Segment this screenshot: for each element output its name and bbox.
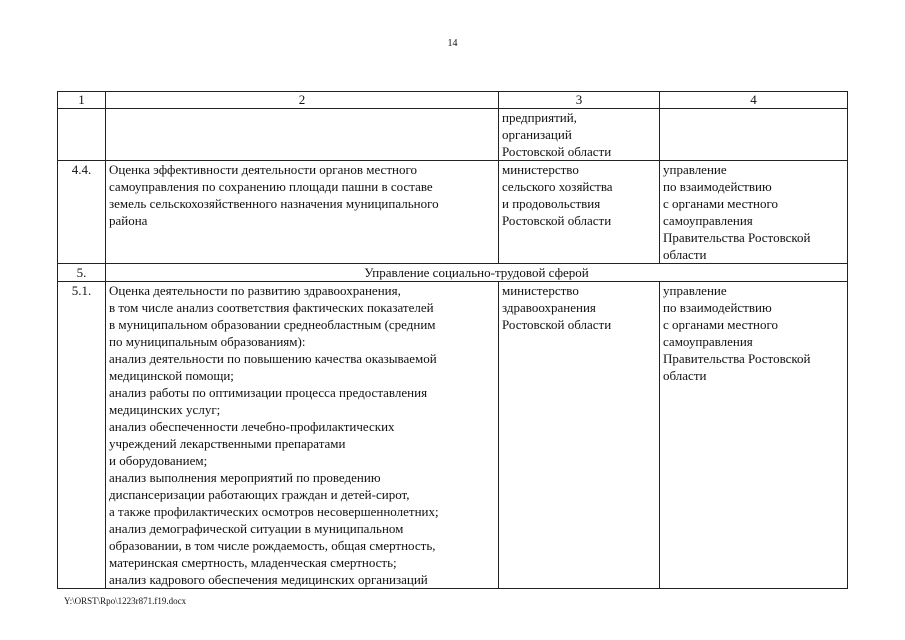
footer-file-path: Y:\ORST\Rpo\1223r871.f19.docx xyxy=(64,596,187,606)
row-responsible: предприятий, организаций Ростовской области xyxy=(499,109,660,161)
row-number: 5.1. xyxy=(58,282,106,589)
row-responsible: министерство сельского хозяйства и продовольствия Ростовской области xyxy=(499,161,660,264)
table-header-row xyxy=(58,92,848,109)
section-number: 5. xyxy=(58,264,106,282)
table-row-5-1 xyxy=(58,282,848,589)
page-number: 14 xyxy=(447,38,458,49)
column-header-4: 4 xyxy=(660,92,848,109)
column-header-3: 3 xyxy=(499,92,660,109)
section-row-5 xyxy=(58,264,848,282)
row-description xyxy=(106,109,499,161)
table-row-continuation xyxy=(58,109,848,161)
row-description: Оценка эффективности деятельности органов местного самоуправления по сохранению площади пашни в составе земель сельскохозяйственного назначения муниципального района xyxy=(106,161,499,264)
row-description: Оценка деятельности по развитию здравоохранения, в том числе анализ соответствия фактических показателей в муниципальном образовании среднеобластным (средним по муниципальным образованиям): анализ деятельности по повышению качества оказываемой медицинской помощи; анализ работы по оптимизации процесса предоставления медицинских услуг; анализ обеспеченности лечебно-профилактических учреждений лекарственными препаратами и оборудованием; анализ выполнения мероприятий по проведению диспансеризации работающих граждан и детей-сирот, а также профилактических осмотров несовершеннолетних; анализ демографической ситуации в муниципальном образовании, в том числе рождаемость, общая смертность, материнская смертность, младенческая смертность; анализ кадрового обеспечения медицинских организаций xyxy=(106,282,499,589)
row-number xyxy=(58,109,106,161)
row-number: 4.4. xyxy=(58,161,106,264)
row-partner: управление по взаимодействию с органами местного самоуправления Правительства Ростовской области xyxy=(660,282,848,589)
row-partner: управление по взаимодействию с органами местного самоуправления Правительства Ростовской области xyxy=(660,161,848,264)
section-title: Управление социально-трудовой сферой xyxy=(106,264,848,282)
row-partner xyxy=(660,109,848,161)
table-row-4-4 xyxy=(58,161,848,264)
plan-table xyxy=(57,91,848,589)
row-responsible: министерство здравоохранения Ростовской области xyxy=(499,282,660,589)
column-header-1: 1 xyxy=(58,92,106,109)
column-header-2: 2 xyxy=(106,92,499,109)
